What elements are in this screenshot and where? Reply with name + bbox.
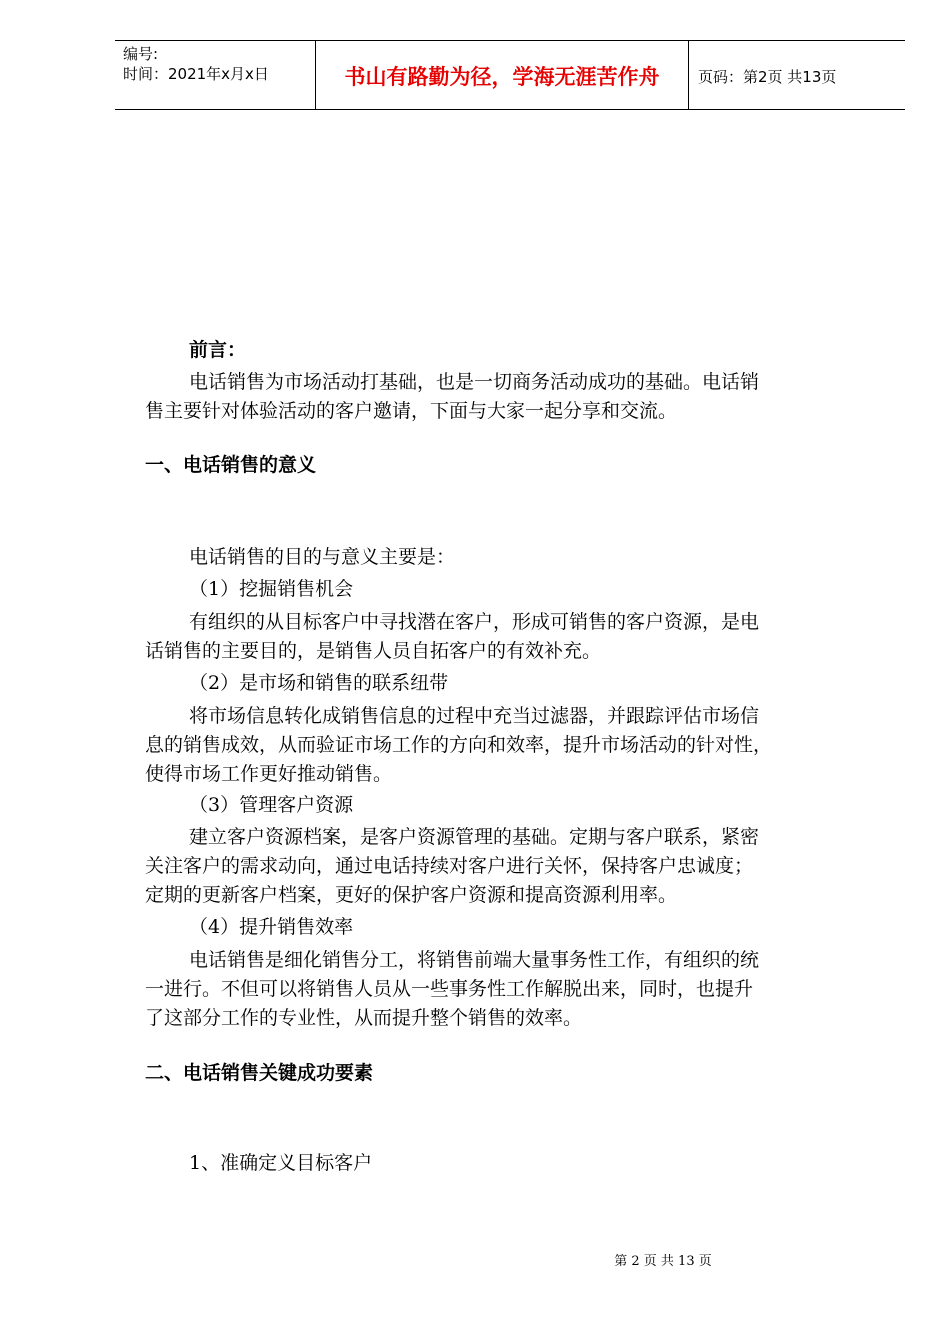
paragraph-line: 一进行。不但可以将销售人员从一些事务性工作解脱出来，同时，也提升 <box>145 978 754 1000</box>
paragraph-line: 使得市场工作更好推动销售。 <box>145 763 393 785</box>
header-meta-cell <box>115 41 316 109</box>
motto-text: 书山有路勤为径，学海无涯苦作舟 <box>344 65 660 89</box>
paragraph-line: 了这部分工作的专业性，从而提升整个销售的效率。 <box>145 1007 583 1029</box>
list-item-title: （3）管理客户资源 <box>189 794 354 816</box>
paragraph-line: 电话销售是细化销售分工，将销售前端大量事务性工作，有组织的统 <box>189 949 760 971</box>
section-heading: 二、电话销售关键成功要素 <box>145 1062 374 1084</box>
paragraph-line: 电话销售为市场活动打基础，也是一切商务活动成功的基础。电话销 <box>189 371 760 393</box>
list-item-title: （4）提升销售效率 <box>189 916 354 938</box>
paragraph-line: 息的销售成效，从而验证市场工作的方向和效率，提升市场活动的针对性， <box>145 734 773 756</box>
header-page-cell <box>689 41 905 109</box>
list-item-title: （2）是市场和销售的联系纽带 <box>189 672 449 694</box>
header-motto-cell <box>316 41 689 109</box>
paragraph-line: 有组织的从目标客户中寻找潜在客户，形成可销售的客户资源，是电 <box>189 611 760 633</box>
page-header <box>115 40 905 110</box>
header-page-label: 页码：第2页 共13页 <box>698 68 837 86</box>
page-footer <box>0 1250 950 1269</box>
list-item-title: （1）挖掘销售机会 <box>189 578 354 600</box>
section-heading: 一、电话销售的意义 <box>145 454 317 476</box>
footer-page-number: 第 2 页 共 13 页 <box>614 1254 712 1269</box>
preface-title: 前言： <box>189 339 247 361</box>
paragraph-line: 话销售的主要目的，是销售人员自拓客户的有效补充。 <box>145 640 602 662</box>
serial-label: 编号: <box>123 45 159 63</box>
list-item-title: 1、准确定义目标客户 <box>189 1152 373 1174</box>
paragraph-line: 关注客户的需求动向，通过电话持续对客户进行关怀，保持客户忠诚度； <box>145 855 754 877</box>
date-label: 时间：2021年x月x日 <box>123 65 269 83</box>
paragraph-line: 售主要针对体验活动的客户邀请，下面与大家一起分享和交流。 <box>145 400 678 422</box>
paragraph-line: 建立客户资源档案，是客户资源管理的基础。定期与客户联系，紧密 <box>189 826 760 848</box>
paragraph-line: 电话销售的目的与意义主要是： <box>189 546 456 568</box>
paragraph-line: 定期的更新客户档案，更好的保护客户资源和提高资源利用率。 <box>145 884 678 906</box>
paragraph-line: 将市场信息转化成销售信息的过程中充当过滤器，并跟踪评估市场信 <box>189 705 760 727</box>
